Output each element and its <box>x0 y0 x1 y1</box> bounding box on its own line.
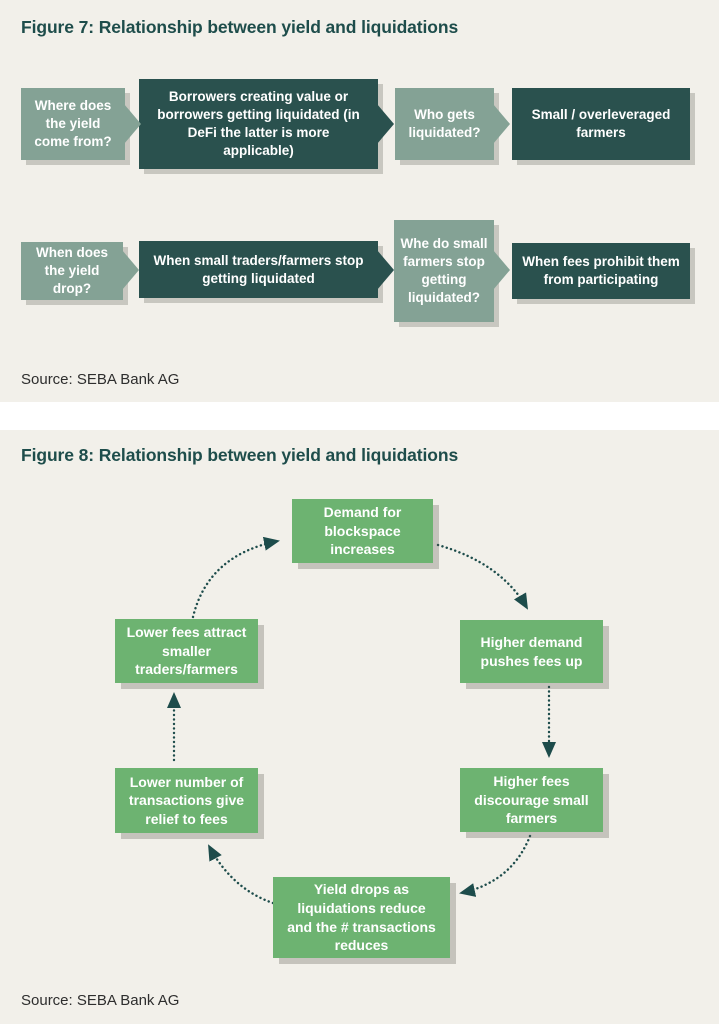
flow-box-stop-liquidated-answer: When small traders/farmers stop getting liquidated <box>139 241 378 298</box>
cycle-arc-bottom-to-left-lower <box>209 846 273 903</box>
flow-box-yield-origin-question: Where does the yield come from? <box>21 88 125 160</box>
figure7-title: Figure 7: Relationship between yield and liquidations <box>21 17 459 37</box>
figure8-section <box>0 430 719 1024</box>
figure8-source: Source: SEBA Bank AG <box>21 992 180 1009</box>
cycle-node-demand-blockspace: Demand for blockspace increases <box>292 499 433 563</box>
cycle-node-yield-drops: Yield drops as liquidations reduce and the # transactions reduces <box>273 877 450 958</box>
flow-box-yield-drop-question: When does the yield drop? <box>21 242 123 300</box>
flow-box-who-liquidated-question: Who gets liquidated? <box>395 88 494 160</box>
white-divider <box>0 402 719 430</box>
figure8-title: Figure 8: Relationship between yield and liquidations <box>21 445 459 465</box>
flow-arrow-icon <box>124 104 141 144</box>
figure7-section <box>0 0 719 402</box>
cycle-arc-top-to-right-upper <box>438 545 527 608</box>
flow-arrow-icon <box>493 250 510 290</box>
cycle-arc-left-upper-to-top <box>193 541 278 617</box>
cycle-node-lower-transactions: Lower number of transactions give relief to fees <box>115 768 258 833</box>
cycle-arc-right-lower-to-bottom <box>461 836 530 893</box>
flow-arrow-icon <box>377 104 394 144</box>
cycle-node-higher-fees: Higher fees discourage small farmers <box>460 768 603 832</box>
flow-arrow-icon <box>493 104 510 144</box>
flow-box-borrowers-answer: Borrowers creating value or borrowers getting liquidated (in DeFi the latter is more applicable) <box>139 79 378 169</box>
flow-arrow-icon <box>122 250 139 290</box>
cycle-node-higher-demand: Higher demand pushes fees up <box>460 620 603 683</box>
figure7-source: Source: SEBA Bank AG <box>21 371 180 388</box>
flow-box-farmers-answer: Small / overleveraged farmers <box>512 88 690 160</box>
flow-arrow-icon <box>377 250 394 290</box>
cycle-node-lower-fees: Lower fees attract smaller traders/farmers <box>115 619 258 683</box>
flow-box-fees-prohibit-answer: When fees prohibit them from participating <box>512 243 690 299</box>
flow-box-small-farmers-question: Whe do small farmers stop getting liquidated? <box>394 220 494 322</box>
